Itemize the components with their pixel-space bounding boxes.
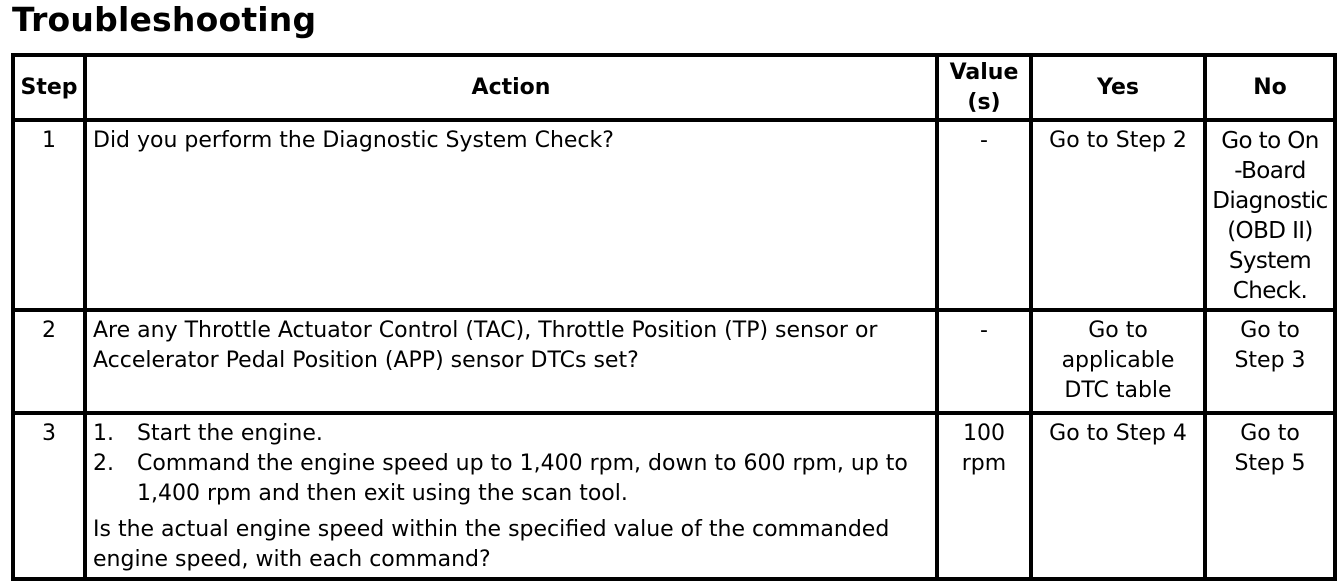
header-row bbox=[13, 55, 1335, 120]
step-number: 2 bbox=[13, 310, 85, 413]
question-text: Is the actual engine speed within the specified value of the commanded engine speed, with each command? bbox=[93, 517, 890, 572]
page-title: Troubleshooting bbox=[12, 0, 317, 39]
table-row bbox=[13, 413, 1335, 579]
substep-item bbox=[93, 449, 929, 509]
header-no: No bbox=[1205, 55, 1335, 120]
substep-text: Command the engine speed up to 1,400 rpm, down to 600 rpm, up to 1,400 rpm and then exit using the scan tool. bbox=[137, 451, 908, 506]
yes-cell: Go to Step 2 bbox=[1031, 120, 1205, 310]
table-row bbox=[13, 120, 1335, 310]
action-text: Are any Throttle Actuator Control (TAC), Throttle Position (TP) sensor or Accelerator Pedal Position (APP) sensor DTCs set? bbox=[85, 310, 937, 413]
substep-item bbox=[93, 419, 929, 449]
value-cell: - bbox=[937, 120, 1031, 310]
no-cell: Go to On -Board Diagnostic (OBD II) System Check. bbox=[1205, 120, 1335, 310]
substep-number: 1. bbox=[93, 421, 114, 446]
action-cell bbox=[85, 413, 937, 579]
substep-list bbox=[93, 419, 929, 509]
header-action: Action bbox=[85, 55, 937, 120]
troubleshooting-table bbox=[11, 53, 1337, 581]
step-number: 1 bbox=[13, 120, 85, 310]
header-value: Value (s) bbox=[937, 55, 1031, 120]
value-cell: 100 rpm bbox=[937, 413, 1031, 579]
table-row bbox=[13, 310, 1335, 413]
no-cell: Go to Step 5 bbox=[1205, 413, 1335, 579]
header-step: Step bbox=[13, 55, 85, 120]
action-text: Did you perform the Diagnostic System Check? bbox=[85, 120, 937, 310]
substep-number: 2. bbox=[93, 451, 114, 476]
header-yes: Yes bbox=[1031, 55, 1205, 120]
value-cell: - bbox=[937, 310, 1031, 413]
no-cell: Go to Step 3 bbox=[1205, 310, 1335, 413]
yes-cell: Go to Step 4 bbox=[1031, 413, 1205, 579]
yes-cell: Go to applicable DTC table bbox=[1031, 310, 1205, 413]
step-number: 3 bbox=[13, 413, 85, 579]
substep-text: Start the engine. bbox=[137, 421, 323, 446]
